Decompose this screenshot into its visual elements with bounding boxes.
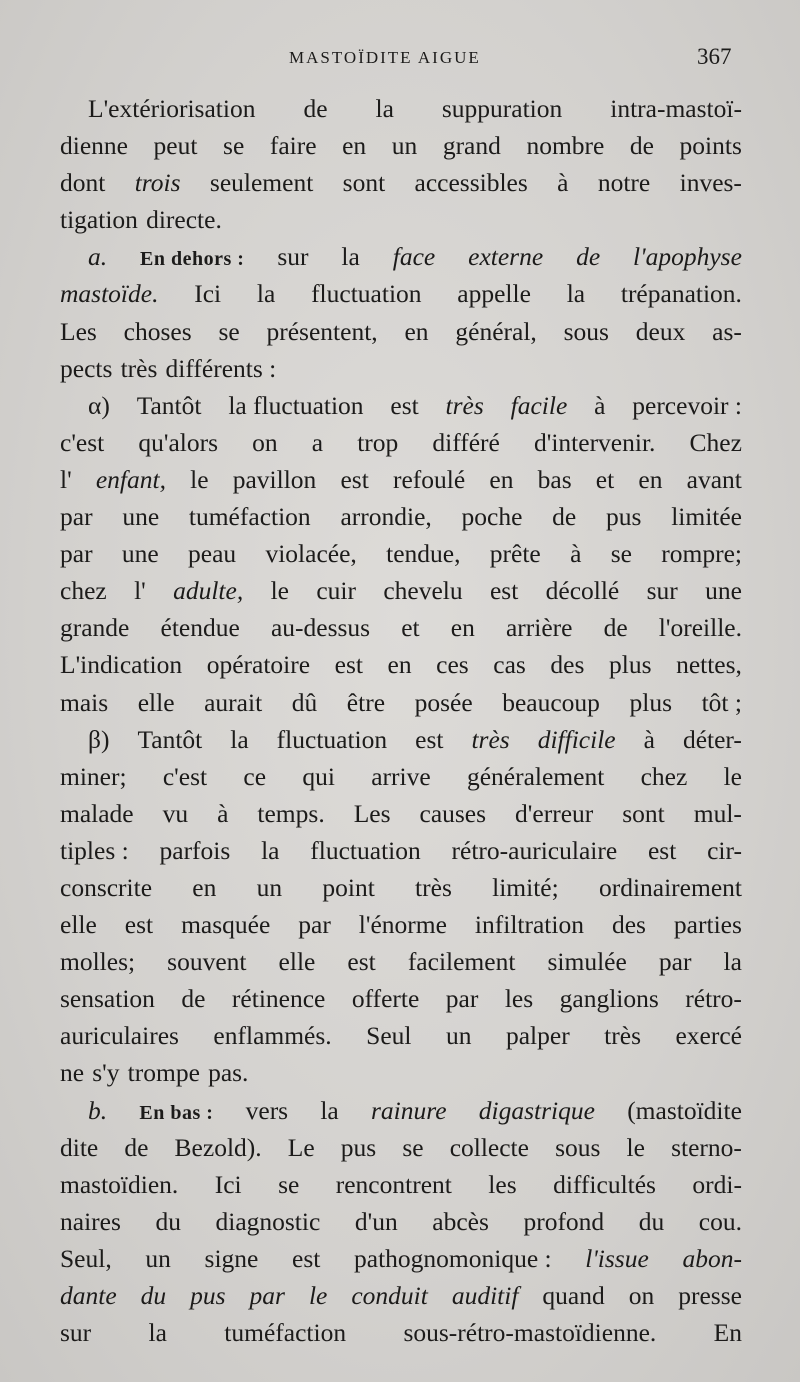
- word: auditif: [451, 1281, 519, 1310]
- text-line: [60, 238, 742, 275]
- word: aurait: [204, 687, 263, 717]
- word: un: [256, 872, 283, 902]
- word: la fluctuation: [228, 390, 364, 420]
- text-line: [60, 90, 742, 127]
- text-line: [60, 424, 742, 461]
- text-line: [60, 943, 742, 980]
- text-line: [60, 906, 742, 943]
- word: sous: [563, 316, 609, 346]
- word: d'erreur: [515, 798, 594, 828]
- word: l'énorme: [358, 910, 447, 940]
- word: qu'alors: [138, 427, 219, 457]
- word: percevoir :: [632, 390, 742, 420]
- word: tendue,: [386, 539, 461, 569]
- page-number: 367: [697, 44, 732, 69]
- word: des: [611, 910, 646, 940]
- word: α): [88, 390, 110, 420]
- word: rétro-: [685, 984, 742, 1014]
- word: seulement: [209, 168, 314, 198]
- word: à: [643, 724, 655, 754]
- word: en: [342, 131, 367, 161]
- word: limité;: [492, 872, 559, 902]
- word: tigation: [60, 205, 138, 235]
- word: se: [218, 316, 240, 346]
- word: ces: [436, 650, 469, 680]
- word: ganglions: [559, 984, 659, 1014]
- word: sont: [342, 168, 386, 198]
- word: a: [311, 427, 324, 457]
- word: digastrique: [478, 1095, 595, 1125]
- word: les: [504, 984, 534, 1014]
- word: enfant,: [95, 464, 166, 494]
- word: dite: [60, 1132, 99, 1162]
- word: le: [626, 1132, 645, 1162]
- word: se: [278, 1169, 300, 1199]
- word: plus: [608, 650, 652, 680]
- word: tôt ;: [701, 687, 742, 717]
- word: arrive: [371, 761, 431, 791]
- word: un: [391, 131, 418, 161]
- word: par: [249, 1281, 285, 1310]
- word: En dehors :: [140, 248, 245, 271]
- word: dienne: [60, 131, 128, 161]
- word: présentent,: [266, 316, 378, 346]
- word: par: [60, 502, 93, 532]
- word: miner;: [60, 761, 127, 791]
- word: presse: [678, 1281, 742, 1310]
- word: offerte: [351, 984, 420, 1014]
- word: sur: [60, 1318, 92, 1348]
- word: conduit: [351, 1281, 428, 1310]
- text-line: [60, 1240, 742, 1277]
- word: as-: [712, 316, 742, 346]
- word: très: [471, 724, 510, 754]
- word: du: [155, 1206, 181, 1236]
- word: est: [415, 724, 444, 754]
- word: et: [401, 613, 420, 643]
- text-line: [60, 758, 742, 795]
- word: une: [122, 502, 160, 532]
- word: mais: [60, 687, 109, 717]
- word: par: [298, 910, 331, 940]
- word: Les: [353, 798, 391, 828]
- word: malade: [60, 798, 134, 828]
- word: molles;: [60, 947, 136, 977]
- text-line: [60, 1017, 742, 1054]
- word: collecte: [449, 1132, 529, 1162]
- word: s'y: [92, 1058, 120, 1088]
- word: causes: [419, 798, 487, 828]
- word: accessibles: [414, 168, 528, 198]
- text-line: [60, 1203, 742, 1240]
- word: de: [576, 242, 601, 272]
- word: fluctuation: [310, 835, 421, 865]
- word: c'est: [60, 427, 105, 457]
- word: opératoire: [206, 650, 311, 680]
- word: faire: [269, 131, 317, 161]
- word: b.: [88, 1095, 108, 1125]
- word: face: [392, 242, 436, 272]
- text-line: [60, 980, 742, 1017]
- word: plus: [629, 687, 672, 717]
- word: tuméfaction: [224, 1318, 347, 1348]
- word: notre: [597, 168, 651, 198]
- word: avant: [686, 464, 742, 494]
- word: deux: [635, 316, 686, 346]
- word: mastoïde.: [60, 279, 159, 309]
- word: cou.: [698, 1206, 742, 1236]
- word: très: [445, 390, 484, 420]
- word: à: [570, 539, 582, 569]
- text-line: [60, 535, 742, 572]
- word: très: [415, 872, 452, 902]
- word: par: [445, 984, 479, 1014]
- word: Chez: [689, 427, 742, 457]
- word: la: [256, 279, 276, 309]
- word: posée: [414, 687, 473, 717]
- word: masquée: [181, 910, 271, 940]
- word: cas: [493, 650, 526, 680]
- word: parfois: [159, 835, 231, 865]
- word: naires: [60, 1206, 121, 1236]
- text-line: [60, 1314, 742, 1351]
- word: ordi-: [692, 1169, 742, 1199]
- word: général,: [455, 316, 537, 346]
- word: et: [595, 464, 615, 494]
- word: par: [658, 947, 692, 977]
- word: en: [404, 316, 429, 346]
- text-line: [60, 387, 742, 424]
- word: peau: [188, 539, 237, 569]
- word: fluctuation: [311, 279, 422, 309]
- word: Bezold).: [174, 1132, 262, 1162]
- word: facile: [510, 390, 568, 420]
- word: mastoïdien.: [60, 1169, 179, 1199]
- word: cir-: [707, 835, 742, 865]
- word: elle: [60, 910, 97, 940]
- word: pas.: [208, 1058, 249, 1088]
- word: très: [604, 1021, 641, 1051]
- word: peut: [153, 131, 198, 161]
- word: une: [121, 539, 159, 569]
- word: sur: [277, 242, 309, 272]
- word: le: [308, 1281, 328, 1310]
- word: un: [145, 1243, 171, 1273]
- text-line: [60, 795, 742, 832]
- word: on: [628, 1281, 655, 1310]
- word: l'apophyse: [633, 242, 742, 272]
- text-line: [60, 275, 742, 312]
- word: dante: [60, 1281, 117, 1310]
- word: arrière: [505, 613, 573, 643]
- word: refoulé: [392, 464, 466, 494]
- word: L'indication: [60, 650, 183, 680]
- word: se: [402, 1132, 424, 1162]
- text-line: [60, 313, 742, 350]
- word: ordinairement: [598, 872, 742, 902]
- word: signe: [204, 1243, 259, 1273]
- word: le: [190, 464, 209, 494]
- word: vers: [245, 1095, 289, 1125]
- word: on: [252, 427, 278, 457]
- word: β): [88, 724, 110, 754]
- word: En: [713, 1318, 742, 1348]
- body-text: [60, 90, 742, 1351]
- word: Ici: [214, 1169, 242, 1199]
- word: l': [134, 576, 146, 606]
- word: la: [723, 947, 742, 977]
- word: la: [230, 724, 249, 754]
- word: est: [292, 1243, 321, 1273]
- word: la: [148, 1318, 167, 1348]
- word: sterno-: [671, 1132, 742, 1162]
- word: du: [638, 1206, 665, 1236]
- word: de: [552, 502, 577, 532]
- word: sous-rétro-mastoïdienne.: [403, 1318, 657, 1348]
- word: grande: [60, 613, 130, 643]
- word: du: [140, 1281, 167, 1310]
- word: en: [638, 464, 663, 494]
- text-line: [60, 461, 742, 498]
- word: choses: [123, 316, 192, 346]
- word: dont: [60, 168, 106, 198]
- word: de: [181, 984, 206, 1014]
- page-header: [0, 44, 800, 78]
- word: suppuration: [441, 94, 563, 123]
- word: ce: [243, 761, 267, 791]
- word: points: [679, 131, 742, 161]
- word: directe.: [146, 205, 222, 235]
- text-line: [60, 201, 742, 238]
- word: exercé: [675, 1021, 742, 1051]
- word: les: [488, 1169, 517, 1199]
- word: d'intervenir.: [533, 427, 656, 457]
- word: rétinence: [231, 984, 326, 1014]
- word: conscrite: [60, 872, 153, 902]
- word: grand: [442, 131, 501, 161]
- word: au-dessus: [270, 613, 371, 643]
- word: trompe: [127, 1058, 200, 1088]
- word: parties: [673, 910, 742, 940]
- text-line: [60, 869, 742, 906]
- word: la: [341, 242, 360, 272]
- text-line: [60, 832, 742, 869]
- word: En bas :: [139, 1101, 214, 1124]
- word: rétro-auriculaire: [451, 835, 618, 865]
- word: limitée: [671, 502, 742, 532]
- text-line: [60, 127, 742, 164]
- word: est: [334, 650, 363, 680]
- word: poche: [461, 502, 523, 532]
- word: pus: [606, 502, 642, 532]
- text-line: [60, 498, 742, 535]
- word: l'issue: [585, 1243, 649, 1273]
- word: en: [450, 613, 475, 643]
- word: chevelu: [383, 576, 463, 606]
- word: sur: [646, 576, 678, 606]
- word: enflammés.: [213, 1021, 332, 1051]
- word: rompre;: [661, 539, 742, 569]
- word: étendue: [160, 613, 240, 643]
- word: qui: [302, 761, 335, 791]
- word: très: [120, 353, 158, 383]
- word: est: [489, 576, 519, 606]
- word: rainure: [370, 1095, 447, 1125]
- word: c'est: [162, 761, 208, 791]
- word: être: [346, 687, 386, 717]
- text-line: [60, 350, 742, 387]
- word: pus: [190, 1281, 226, 1310]
- word: souvent: [167, 947, 247, 977]
- word: temps.: [257, 798, 325, 828]
- word: abcès: [432, 1206, 489, 1236]
- word: une: [705, 576, 742, 606]
- text-line: [60, 684, 742, 721]
- word: chez: [60, 576, 107, 606]
- word: infiltration: [474, 910, 584, 940]
- word: mul-: [693, 798, 742, 828]
- word: se: [223, 131, 245, 161]
- word: appelle: [457, 279, 531, 309]
- word: la: [375, 94, 394, 123]
- word: L'extériorisation: [88, 94, 256, 123]
- text-line: [60, 572, 742, 609]
- word: violacée,: [265, 539, 357, 569]
- text-line: [60, 721, 742, 758]
- word: en: [489, 464, 514, 494]
- word: à: [557, 168, 569, 198]
- word: sous: [555, 1132, 601, 1162]
- word: elle: [137, 687, 175, 717]
- text-line: [60, 646, 742, 683]
- word: beaucoup: [502, 687, 600, 717]
- word: pects: [60, 353, 113, 383]
- word: est: [647, 835, 677, 865]
- word: Tantôt: [137, 724, 203, 754]
- word: trépanation.: [620, 279, 742, 309]
- word: sensation: [60, 984, 155, 1014]
- word: sont: [622, 798, 665, 828]
- word: est: [347, 947, 376, 977]
- word: point: [322, 872, 375, 902]
- word: est: [124, 910, 154, 940]
- word: a.: [88, 242, 108, 272]
- word: le: [723, 761, 742, 791]
- word: Tantôt: [136, 390, 202, 420]
- word: la: [261, 835, 280, 865]
- word: prête: [489, 539, 541, 569]
- text-line: [60, 1054, 742, 1091]
- word: simulée: [547, 947, 627, 977]
- text-line: [60, 1129, 742, 1166]
- word: nettes,: [676, 650, 742, 680]
- word: bas: [537, 464, 572, 494]
- word: nombre: [526, 131, 605, 161]
- word: inves-: [679, 168, 742, 198]
- word: diagnostic: [215, 1206, 321, 1236]
- word: ne: [60, 1058, 85, 1088]
- word: fluctuation: [276, 724, 388, 754]
- word: pathognomonique :: [354, 1243, 552, 1273]
- word: elle: [278, 947, 316, 977]
- word: vu: [162, 798, 189, 828]
- text-line: [60, 164, 742, 201]
- word: de: [629, 131, 654, 161]
- word: tuméfaction: [188, 502, 311, 532]
- word: trois: [134, 168, 181, 198]
- word: auriculaires: [60, 1021, 179, 1051]
- word: en: [387, 650, 412, 680]
- word: est: [340, 464, 369, 494]
- word: Seul: [366, 1021, 412, 1051]
- word: est: [390, 390, 419, 420]
- word: profond: [523, 1206, 605, 1236]
- text-line: [60, 1166, 742, 1203]
- word: l': [60, 464, 72, 494]
- word: déter-: [682, 724, 742, 754]
- word: Les: [60, 316, 97, 346]
- word: abon-: [682, 1243, 742, 1273]
- word: de: [124, 1132, 149, 1162]
- word: différé: [432, 427, 500, 457]
- word: arrondie,: [340, 502, 432, 532]
- word: palper: [505, 1021, 570, 1051]
- word: la: [566, 279, 586, 309]
- word: Le: [287, 1132, 315, 1162]
- word: externe: [468, 242, 544, 272]
- word: des: [550, 650, 585, 680]
- word: Seul,: [60, 1243, 112, 1273]
- word: par: [60, 539, 93, 569]
- word: à: [217, 798, 229, 828]
- word: pavillon: [232, 464, 317, 494]
- text-line: [60, 1277, 742, 1314]
- word: quand: [542, 1281, 605, 1310]
- word: (mastoïdite: [627, 1095, 742, 1125]
- word: cuir: [316, 576, 356, 606]
- word: à: [594, 390, 606, 420]
- word: intra-mastoï-: [610, 94, 742, 123]
- word: généralement: [466, 761, 605, 791]
- word: l'oreille.: [658, 613, 742, 643]
- word: de: [603, 613, 628, 643]
- word: dû: [291, 687, 318, 717]
- running-head: MASTOÏDITE AIGUE: [289, 48, 481, 67]
- word: de: [303, 94, 328, 123]
- word: Ici: [194, 279, 222, 309]
- word: trop: [357, 427, 399, 457]
- word: tiples :: [60, 835, 129, 865]
- word: adulte,: [173, 576, 244, 606]
- text-line: [60, 609, 742, 646]
- word: rencontrent: [335, 1169, 452, 1199]
- word: un: [445, 1021, 472, 1051]
- word: différents :: [165, 353, 277, 383]
- word: difficile: [537, 724, 616, 754]
- word: d'un: [354, 1206, 398, 1236]
- word: se: [610, 539, 632, 569]
- word: la: [320, 1095, 339, 1125]
- word: chez: [640, 761, 688, 791]
- word: le: [270, 576, 289, 606]
- word: difficultés: [553, 1169, 656, 1199]
- word: pus: [340, 1132, 377, 1162]
- word: facilement: [407, 947, 516, 977]
- word: en: [192, 872, 217, 902]
- text-line: [60, 1092, 742, 1129]
- word: décollé: [545, 576, 620, 606]
